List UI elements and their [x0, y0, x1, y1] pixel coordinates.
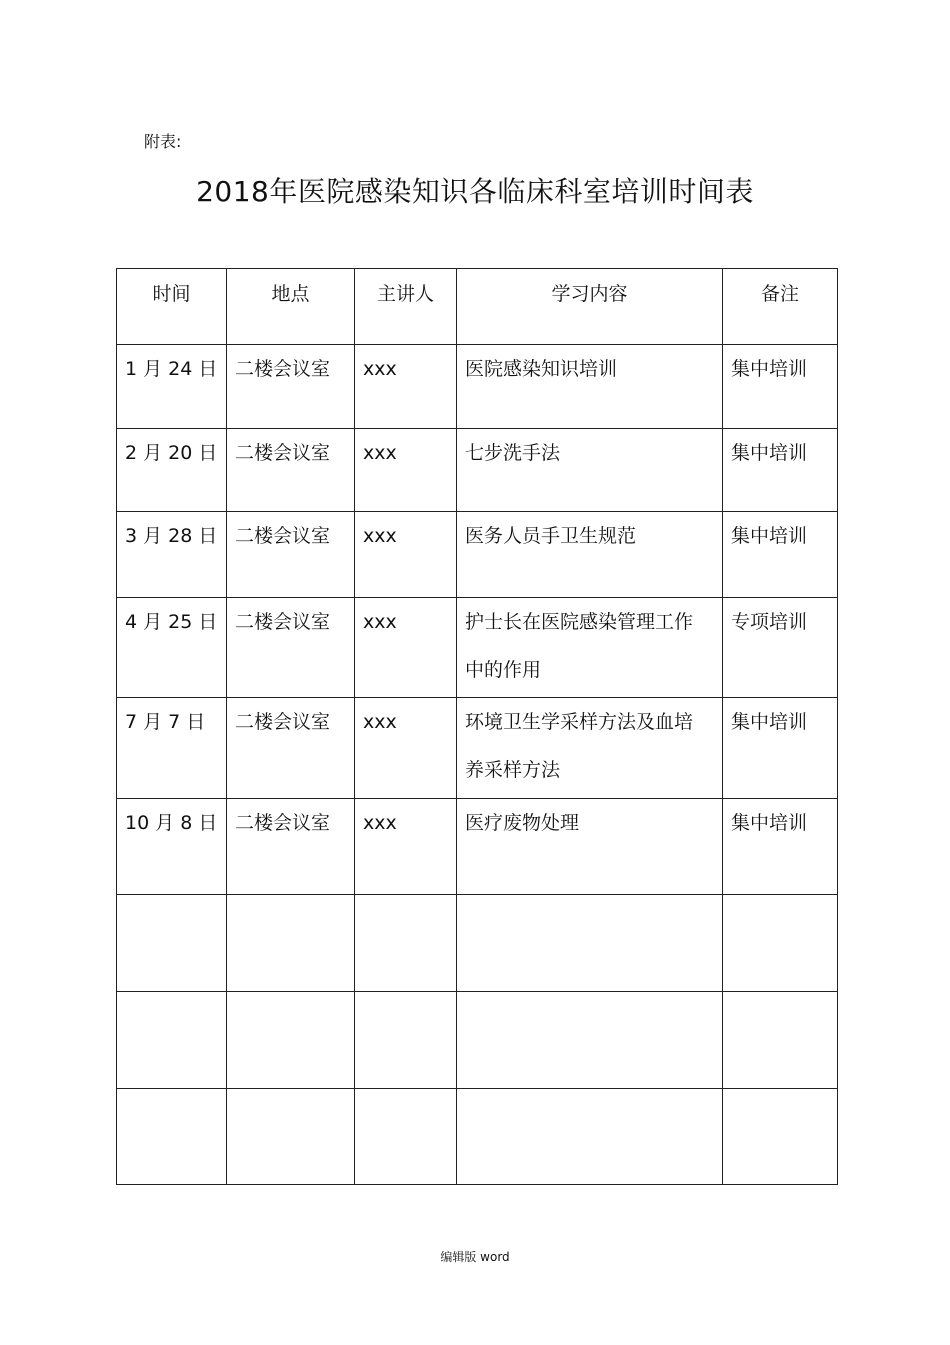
- cell-speaker: xxx: [355, 512, 457, 598]
- cell-content: 七步洗手法: [457, 429, 723, 512]
- cell-note: 集中培训: [723, 512, 838, 598]
- cell-note: 专项培训: [723, 598, 838, 698]
- cell-note: 集中培训: [723, 799, 838, 895]
- cell-date: 1 月 24 日: [117, 345, 227, 429]
- page-footer: 编辑版 word: [440, 1250, 510, 1264]
- cell-location: [227, 992, 355, 1089]
- header-location: 地点: [227, 269, 355, 345]
- table-row-empty: [117, 992, 838, 1089]
- cell-location: [227, 895, 355, 992]
- header-time: 时间: [117, 269, 227, 345]
- table-row: [117, 799, 838, 895]
- cell-location: 二楼会议室: [227, 698, 355, 799]
- header-note: 备注: [723, 269, 838, 345]
- cell-note: [723, 992, 838, 1089]
- cell-speaker: xxx: [355, 698, 457, 799]
- cell-note: [723, 895, 838, 992]
- cell-location: 二楼会议室: [227, 345, 355, 429]
- cell-location: 二楼会议室: [227, 598, 355, 698]
- table-row: [117, 512, 838, 598]
- cell-location: 二楼会议室: [227, 429, 355, 512]
- cell-note: 集中培训: [723, 345, 838, 429]
- cell-date: [117, 895, 227, 992]
- cell-speaker: [355, 992, 457, 1089]
- cell-content: [457, 895, 723, 992]
- cell-speaker: [355, 895, 457, 992]
- cell-content: 医院感染知识培训: [457, 345, 723, 429]
- table-row: [117, 698, 838, 799]
- cell-date: 7 月 7 日: [117, 698, 227, 799]
- cell-content: 环境卫生学采样方法及血培养采样方法: [457, 698, 723, 799]
- cell-note: 集中培训: [723, 429, 838, 512]
- cell-note: 集中培训: [723, 698, 838, 799]
- table-header-row: [117, 269, 838, 345]
- cell-date: 4 月 25 日: [117, 598, 227, 698]
- cell-speaker: xxx: [355, 598, 457, 698]
- table-row-empty: [117, 1089, 838, 1185]
- cell-speaker: [355, 1089, 457, 1185]
- cell-speaker: xxx: [355, 345, 457, 429]
- cell-date: 10 月 8 日: [117, 799, 227, 895]
- table-row-empty: [117, 895, 838, 992]
- cell-note: [723, 1089, 838, 1185]
- cell-location: [227, 1089, 355, 1185]
- cell-content: 医务人员手卫生规范: [457, 512, 723, 598]
- cell-content: 护士长在医院感染管理工作中的作用: [457, 598, 723, 698]
- table-row: [117, 429, 838, 512]
- cell-speaker: xxx: [355, 429, 457, 512]
- cell-date: 2 月 20 日: [117, 429, 227, 512]
- cell-speaker: xxx: [355, 799, 457, 895]
- cell-content: [457, 1089, 723, 1185]
- attachment-label: 附表:: [144, 132, 182, 151]
- cell-date: [117, 1089, 227, 1185]
- cell-location: 二楼会议室: [227, 512, 355, 598]
- table-row: [117, 345, 838, 429]
- document-title: 2018年医院感染知识各临床科室培训时间表: [196, 175, 754, 208]
- training-schedule-table: [116, 268, 838, 1185]
- cell-content: [457, 992, 723, 1089]
- cell-date: 3 月 28 日: [117, 512, 227, 598]
- cell-location: 二楼会议室: [227, 799, 355, 895]
- header-content: 学习内容: [457, 269, 723, 345]
- table-row: [117, 598, 838, 698]
- cell-date: [117, 992, 227, 1089]
- cell-content: 医疗废物处理: [457, 799, 723, 895]
- header-speaker: 主讲人: [355, 269, 457, 345]
